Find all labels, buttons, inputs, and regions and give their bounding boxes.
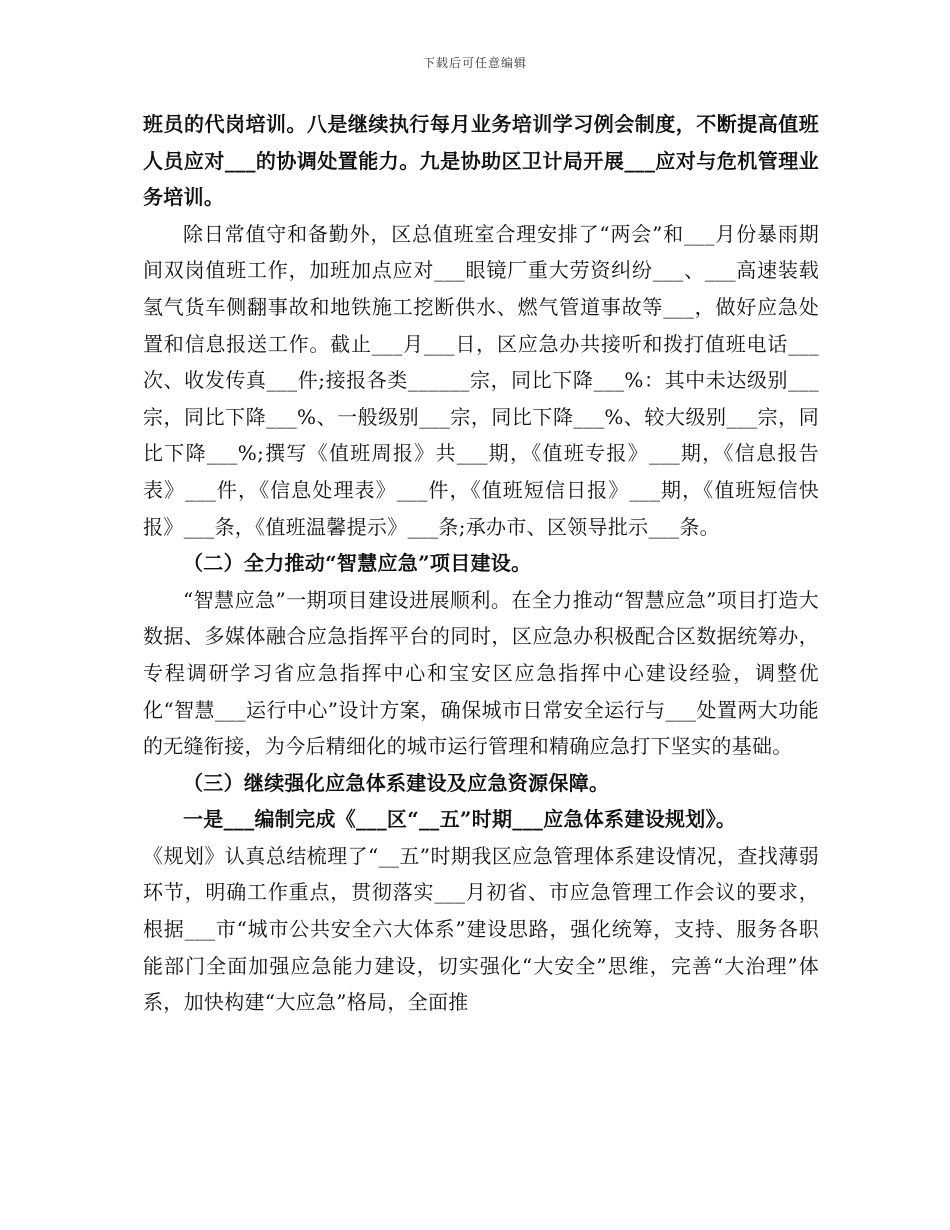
paragraph-planning: 《规划》认真总结梳理了“__五”时期我区应急管理体系建设情况，查找薄弱环节，明确工作重点，贯彻落实___月初省、市应急管理工作会议的要求，根据___市“城市公共安全六大体系”建设思路，强化统筹，支持、服务各职能部门全面加强应急能力建设，切实强化“大安全”思维，完善“大治理”体系，加快构建“大应急”格局，全面推 bbox=[143, 843, 819, 1015]
subheading-planning: 一是___编制完成《___区“__五”时期___应急体系建设规划》。 bbox=[183, 807, 737, 832]
paragraph-duty-statistics: 除日常值守和备勤外，区总值班室合理安排了“两会”和___月份暴雨期间双岗值班工作，加班加点应对___眼镜厂重大劳资纠纷___、___高速装载氢气货车侧翻事故和地铁施工挖断供水、燃气管道事故等___，做好应急处置和信息报送工作。截止___月___日，区应急办共接听和拨打值班电话___次、收发传真___件;接报各类______宗，同比下降___%：其中未达级别___宗，同比下降___%、一般级别___宗，同比下降___%、较大级别___宗，同比下降___%;撰写《值班周报》共___期，《值班专报》___期，《信息报告表》___件，《信息处理表》___件，《值班短信日报》___期，《值班短信快报》___条，《值班温馨提示》___条;承办市、区领导批示___条。 bbox=[143, 221, 819, 539]
page-header: 下载后可任意编辑 bbox=[422, 56, 527, 70]
paragraph-smart-emergency: “智慧应急”一期项目建设进展顺利。在全力推动“智慧应急”项目打造大数据、多媒体融合应急指挥平台的同时，区应急办积极配合区数据统筹办，专程调研学习省应急指挥中心和宝安区应急指挥中心建设经验，调整优化“智慧___运行中心”设计方案，确保城市日常安全运行与___处置两大功能的无缝衔接，为今后精细化的城市运行管理和精确应急打下坚实的基础。 bbox=[143, 587, 819, 759]
paragraph-training: 班员的代岗培训。八是继续执行每月业务培训学习例会制度，不断提高值班人员应对___的协调处置能力。九是协助区卫计局开展___应对与危机管理业务培训。 bbox=[143, 112, 819, 210]
section-heading-emergency-system: （三）继续强化应急体系建设及应急资源保障。 bbox=[183, 770, 610, 795]
document-body bbox=[143, 106, 819, 1021]
section-heading-smart-emergency: （二）全力推动“智慧应急”项目建设。 bbox=[183, 551, 532, 576]
